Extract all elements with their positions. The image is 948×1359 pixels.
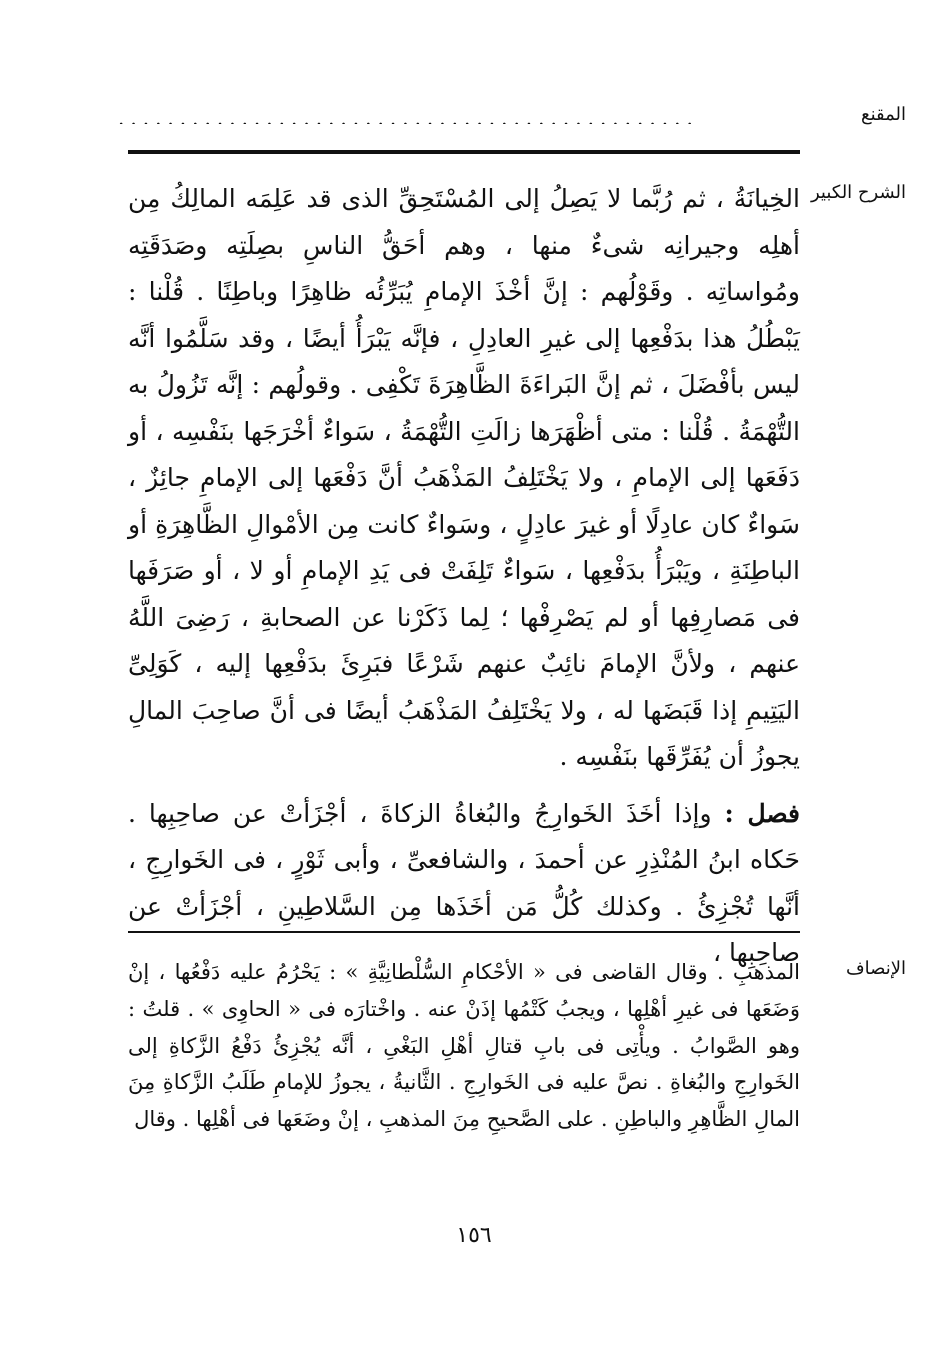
main-paragraph-2: وإذا أخَذَ الخَوارِجُ والبُغاةُ الزكاةَ ، أجْزَأتْ عن صاحِبِها . حَكاه ابنُ المُنْذِرِ عن أحمدَ ، والشافعىِّ ، وأبى ثَوْرٍ ، فى الخَوارِجِ ، أنَّها تُجْزِئُ . وكذلك كُلُّ مَن أخَذَها مِن السَّلاطِينِ ، أجْزَأتْ عن صاحِبِها ، [128,798,800,967]
fasl-label: فصل : [724,798,801,828]
fasl-paragraph [128,791,800,977]
page-number: ١٥٦ [456,1223,492,1248]
main-margin-label: الشرح الكبير [810,182,906,203]
main-paragraph-1: الخِيانَةُ ، ثم رُبَّما لا يَصِلُ إلى المُسْتَحِقِّ الذى قد عَلِمَه المالِكُ مِن أهلِه وجيرانِه شىءٌ منها ، وهم أحَقُّ الناسِ بصِلَتِه وصَدَقَتِه ومُواساتِه . وقَوْلُهم : إنَّ أخْذَ الإمامِ يُبَرِّئُه ظاهِرًا وباطِنًا . قُلْنا : يَبْطُلُ هذا بدَفْعِها إلى غيرِ العادِلِ ، فإنَّه يَبْرَأُ أيضًا ، وقد سَلَّمُوا أنَّه ليس بأفْضَلَ ، ثم إنَّ البَراءَةَ الظَّاهِرَةَ تَكْفِى . وقولُهم : إنَّه تَزُولُ به التُّهْمَةُ . قُلْنا : متى أظْهَرَها زالَتِ التُّهْمَةُ ، سَواءٌ أخْرَجَها بنَفْسِه ، أو دَفَعَها إلى الإمامِ ، ولا يَخْتَلِفُ المَذْهَبُ أنَّ دَفْعَها إلى الإمامِ جائِزٌ ، سَواءٌ كان عادِلًا أو غيرَ عادِلٍ ، وسَواءٌ كانت مِن الأمْوالِ الظَّاهِرَةِ أو الباطِنَةِ ، ويَبْرَأُ بدَفْعِها ، سَواءٌ تَلِفَتْ فى يَدِ الإمامِ أو لا ، أو صَرَفَها فى مَصارِفِها أو لم يَصْرِفْها ؛ لِما ذَكَرْنا عن الصحابةِ ، رَضِىَ اللَّهُ عنهم ، ولأنَّ الإمامَ نائِبٌ عنهم شَرْعًا فبَرِئَ بدَفْعِها إليه ، كَوَلِىِّ اليَتِيمِ إذا قَبَضَها له ، ولا يَخْتَلِفُ المَذْهَبُ أيضًا فى أنَّ صاحِبَ المالِ يجوزُ أن يُفَرِّقَها بنَفْسِه . [128,184,800,771]
header-rule [128,150,800,154]
footnote-divider [128,931,800,933]
insaf-margin-label: الإنصاف [845,958,906,979]
main-commentary-text [128,176,800,977]
insaf-text: المذهبِ . وقال القاضى فى « الأحْكامِ السُّلْطانِيَّةِ » : يَحْرُمُ عليه دَفْعُها ، إنْ وَضَعَها فى غيرِ أهْلِها ، ويجبُ كَتْمُها إذَنْ عنه . واخْتارَه فى « الحاوِى » . قلتُ : وهو الصَّوابُ . ويأْتِى فى بابِ قتالِ أهْلِ البَغْىِ ، أنَّه يُجْزِئُ دَفْعُ الزَّكاةِ إلى الخَوارِجِ والبُغاةِ . نصَّ عليه فى الخَوارِجِ . الثَّانيةُ ، يجوزُ للإمامِ طَلَبُ الزَّكاةِ مِنَ المالِ الظَّاهِرِ والباطِنِ . على الصَّحيحِ مِنَ المذهبِ ، إنْ وضَعَها فى أهْلِها . وقال [128,960,800,1132]
book-title-header: المقنع [860,104,906,125]
header-dotted-leader: ............................................... [118,112,699,124]
